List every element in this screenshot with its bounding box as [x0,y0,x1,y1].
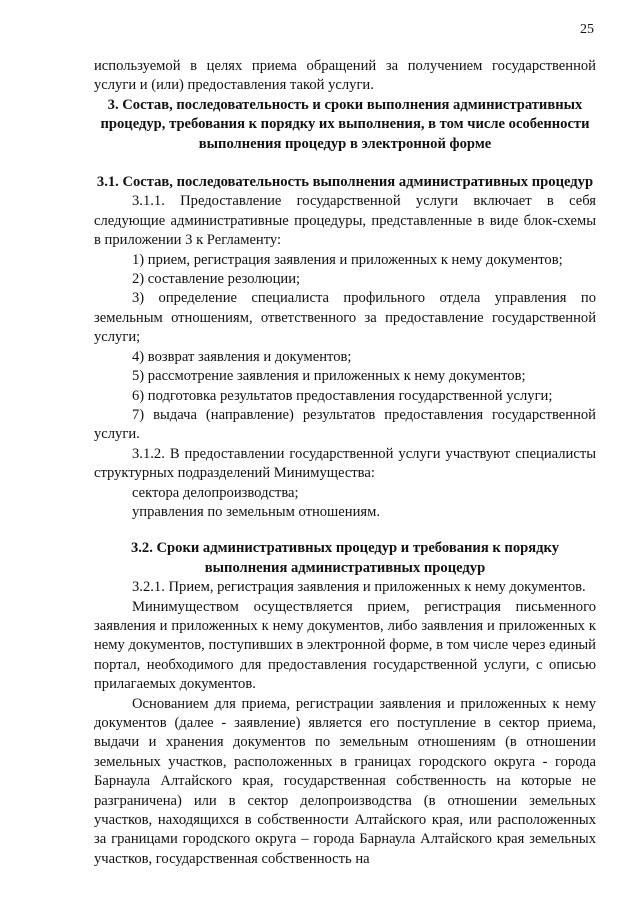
paragraph-3-2-1: 3.2.1. Прием, регистрация заявления и приложенных к нему документов. [132,579,586,596]
paragraph-reception: Минимуществом осуществляется прием, регистрация письменного заявления и приложенных к нему документов, либо заявления и приложенных к нему документов, поступивших в электронной форме, в том числе через единый портал, необходимого для предоставления государственной услуги, с описью прилагаемых документов. [94,598,596,693]
section-3-heading: 3. Состав, последовательность и сроки выполнения административных процедур, требования к порядку их выполнения, в том числе особенности выполнения процедур в электронной форме [100,96,590,152]
list-item: 7) выдача (направление) результатов предоставления государственной услуги. [94,406,596,443]
list-item: 3) определение специалиста профильного отдела управления по земельным отношениям, ответственного за предоставление государственной услуги; [94,290,596,346]
list-item: 1) прием, регистрация заявления и приложенных к нему документов; [132,251,563,268]
section-3-1-heading: 3.1. Состав, последовательность выполнения административных процедур [96,174,594,191]
document-body [94,57,596,869]
list-item: 2) составление резолюции; [132,271,301,288]
participant-item: сектора делопроизводства; [132,484,299,501]
section-3-2-heading: 3.2. Сроки административных процедур и требования к порядку выполнения административных процедур [130,540,560,576]
paragraph-basis: Основанием для приема, регистрации заявления и приложенных к нему документов (далее - заявление) является его поступление в сектор приема, выдачи и хранения документов по земельным отношениям (в отношении земельных участков, расположенных в границах городского округа - города Барнаула Алтайского края, государственная собственность на которые не разграничена) или в сектор делопроизводства (в отношении земельных участков, находящихся в собственности Алтайского края, или расположенных за границами городского округа – города Барнаула Алтайского края земельных участков, государственная собственность на [94,695,596,867]
list-item: 4) возврат заявления и документов; [132,348,352,365]
paragraph-3-1-1: 3.1.1. Предоставление государственной услуги включает в себя следующие административные процедуры, представленные в виде блок-схемы в приложении 3 к Регламенту: [94,193,596,249]
page-number: 25 [580,22,594,37]
participant-item: управления по земельным отношениям. [132,503,380,520]
list-item: 5) рассмотрение заявления и приложенных к нему документов; [132,368,526,385]
intro-paragraph: используемой в целях приема обращений за получением государственной услуги и (или) предоставления такой услуги. [94,58,596,94]
list-item: 6) подготовка результатов предоставления государственной услуги; [132,387,553,404]
paragraph-3-1-2: 3.1.2. В предоставлении государственной услуги участвуют специалисты структурных подразделений Минимущества: [94,445,596,482]
